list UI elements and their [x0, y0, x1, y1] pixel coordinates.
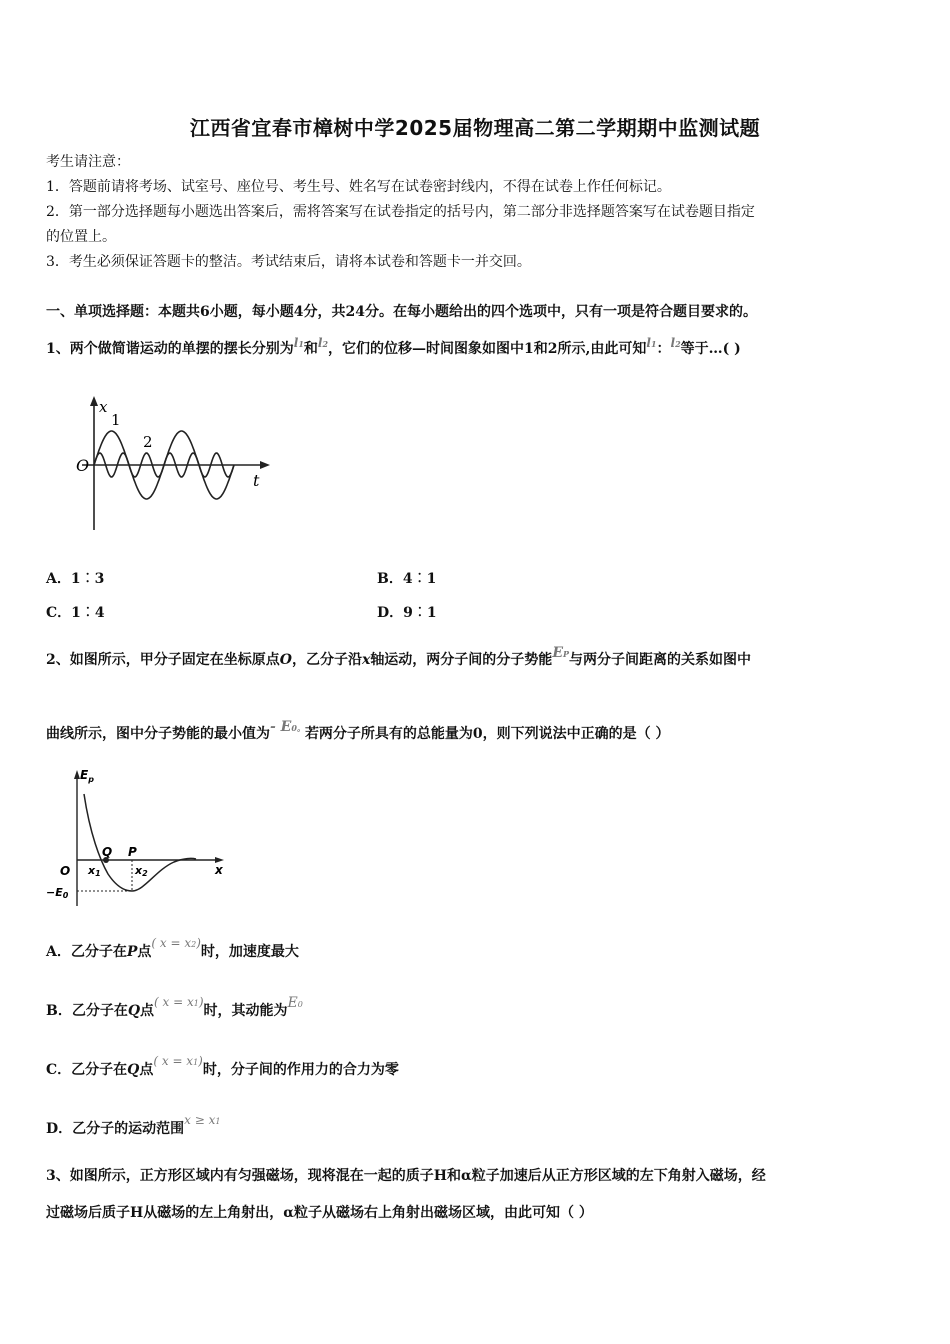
q1-option-c[interactable]: C．1︰4 [46, 605, 105, 621]
q2-option-d[interactable]: D．乙分子的运动范围x ≥ x1 [46, 1113, 221, 1137]
q2-stem-x: x [361, 652, 371, 668]
q1-stem-a: 1、两个做简谐运动的单摆的摆长分别为 [46, 341, 294, 357]
q2-figure [44, 764, 234, 909]
q2-option-c[interactable]: C．乙分子在Q点( x = x1)时，分子间的作用力的合力为零 [46, 1054, 399, 1078]
q1-option-d[interactable]: D．9︰1 [377, 605, 437, 621]
q1-label-x: x [99, 398, 108, 416]
q2-stem-c: 轴运动，两分子间的分子势能 [370, 652, 553, 668]
q1-label-origin: O [76, 456, 90, 475]
q2-option-b[interactable]: B．乙分子在Q点( x = x1)时，其动能为E0 [46, 995, 303, 1019]
notice-item: 1．答题前请将考场、试室号、座位号、考生号、姓名写在试卷密封线内，不得在试卷上作任何标记。 [46, 179, 671, 195]
math-l2: l2 [317, 336, 329, 350]
q1-label-curve-1: 1 [111, 411, 121, 429]
notice-item: 3．考生必须保证答题卡的整洁。考试结束后，请将本试卷和答题卡一并交回。 [46, 254, 531, 270]
notice-item: 的位置上。 [46, 229, 116, 245]
q2-stem2-a: 曲线所示，图中分子势能的最小值为 [46, 726, 270, 742]
q2-label-origin: O [60, 864, 71, 878]
question-1-stem [46, 336, 741, 360]
math-min-e0: - E0。 [270, 719, 305, 735]
q2-label-minus-e0: −E0 [46, 886, 69, 900]
q2-label-x2: x2 [135, 864, 148, 878]
q2-label-q: Q [102, 845, 113, 859]
q2-stem-o: O [279, 652, 292, 668]
question-2-stem-cont [46, 719, 670, 745]
q1-axis-t-arrow [260, 461, 270, 469]
q2-label-ep: $E_p$ [80, 768, 94, 784]
q1-stem-b: 和 [303, 341, 318, 357]
notice-item: 2．第一部分选择题每小题选出答案后，需将答案写在试卷指定的括号内，第二部分非选择题答案写在试卷题目指定 [46, 204, 755, 220]
q2-label-p: P [128, 845, 137, 859]
q2-option-a[interactable]: A．乙分子在P点( x = x2)时，加速度最大 [46, 936, 299, 960]
q1-option-b[interactable]: B．4︰1 [377, 571, 437, 587]
q1-axis-x-arrow [90, 396, 98, 406]
section-heading: 一、单项选择题：本题共6小题，每小题4分，共24分。在每小题给出的四个选项中，只有一项是符合题目要求的。 [46, 304, 757, 320]
q2-stem-d: 与两分子间距离的关系如图中 [569, 652, 751, 668]
q1-label-t: t [253, 471, 260, 490]
q1-label-curve-2: 2 [143, 433, 153, 451]
q2-stem-a: 2、如图所示，甲分子固定在坐标原点 [46, 652, 280, 668]
q2-stem-b: ，乙分子沿 [291, 652, 362, 668]
math-l2-ratio: l2 [670, 336, 681, 350]
q2-label-x: x [215, 863, 223, 877]
q1-stem-e: 等于…( ) [680, 341, 741, 357]
math-l1-ratio: l1 [646, 336, 657, 350]
question-3-stem-cont: 过磁场后质子H从磁场的左上角射出，α粒子从磁场右上角射出磁场区域，由此可知（ ） [46, 1205, 593, 1221]
math-ep: EP [552, 645, 569, 661]
q1-stem-d: ： [656, 341, 671, 357]
q2-stem2-b: 若两分子所具有的总能量为0，则下列说法中正确的是（ ） [304, 726, 670, 742]
q1-figure [68, 390, 278, 535]
q2-label-x1: x1 [88, 864, 101, 878]
q1-option-a[interactable]: A．1︰3 [46, 571, 105, 587]
page-title: 江西省宜春市樟树中学2025届物理高二第二学期期中监测试题 [189, 116, 761, 140]
q1-stem-c: ，它们的位移—时间图象如图中1和2所示,由此可知 [328, 341, 647, 357]
question-2-stem [46, 645, 751, 671]
math-l1: l1 [293, 336, 304, 350]
question-3-stem: 3、如图所示，正方形区域内有匀强磁场，现将混在一起的质子H和α粒子加速后从正方形区域的左下角射入磁场，经 [46, 1168, 766, 1184]
notice-heading: 考生请注意： [46, 154, 130, 170]
